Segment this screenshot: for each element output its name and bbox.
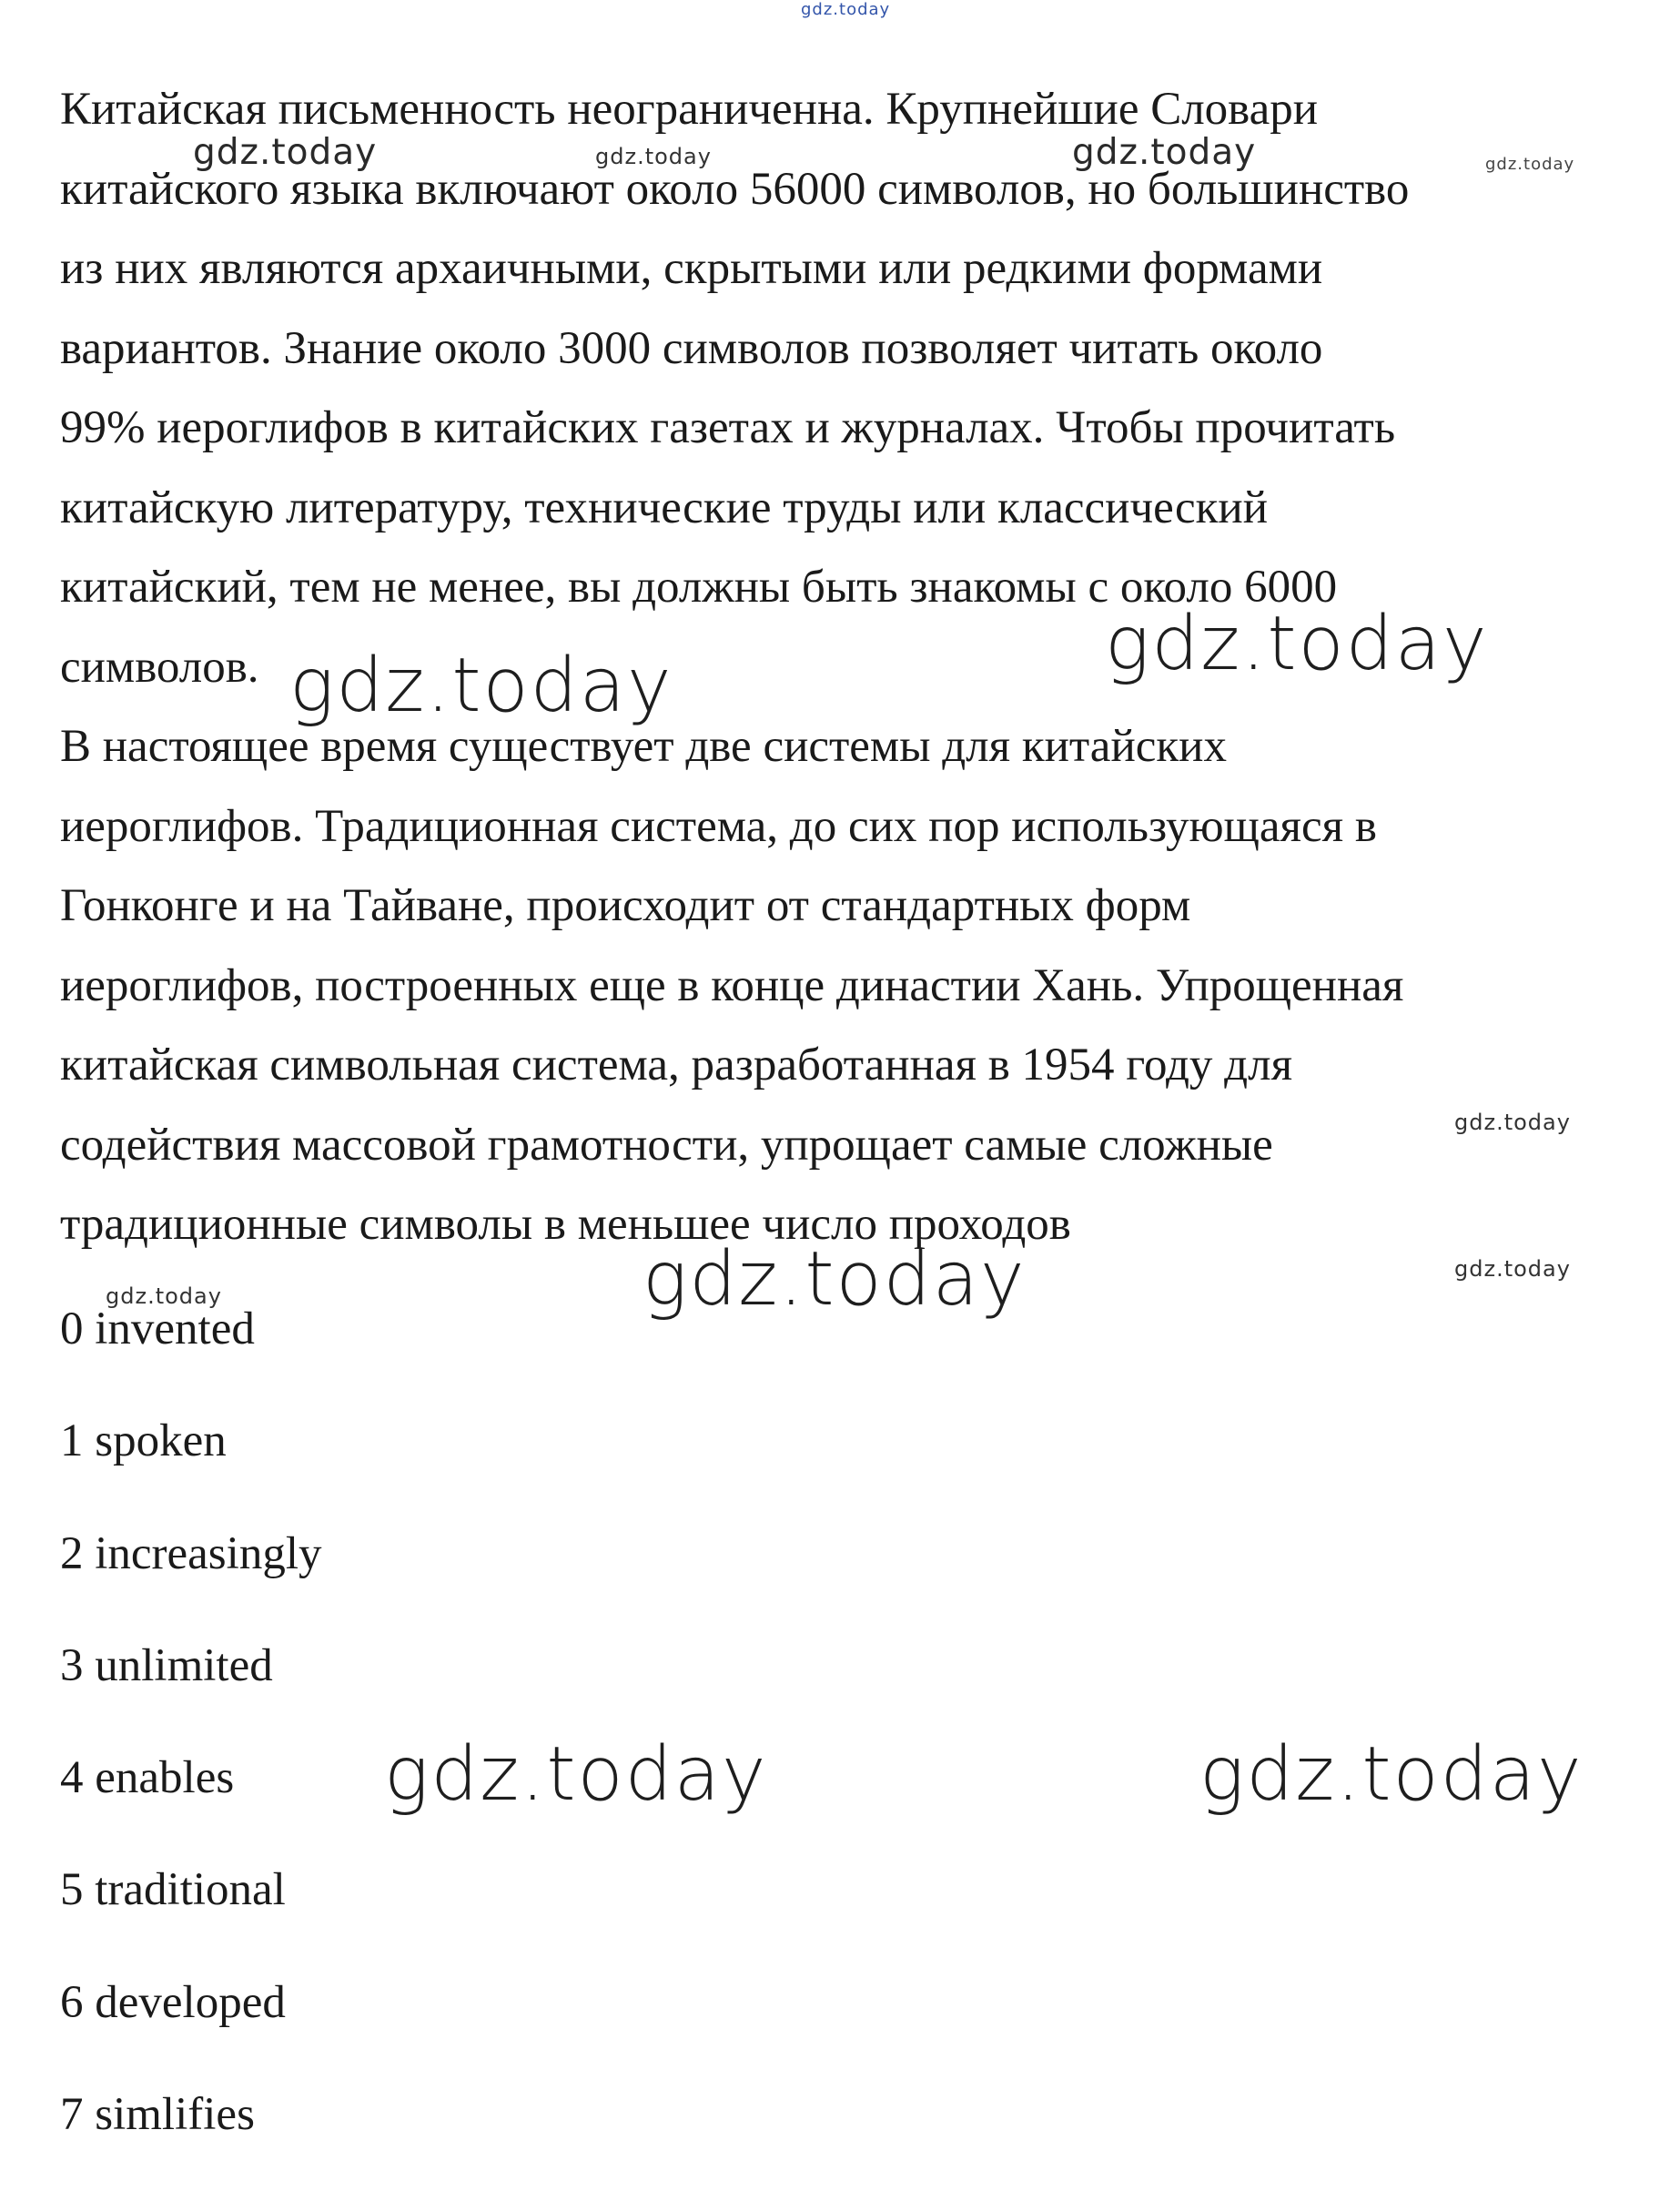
text-line: из них являются архаичными, скрытыми или редкими формами [60,243,1323,294]
answer-item: 7 simlifies [60,2089,255,2141]
paragraph-writing-systems [60,707,1625,1265]
watermark: gdz.today [1072,132,1257,173]
watermark: gdz.today [1454,1110,1571,1135]
watermark: gdz.today [1199,1731,1584,1818]
text-line: традиционные символы в меньшее число проходов [60,1199,1071,1250]
answer-list [60,1290,322,2187]
text-line: Китайская письменность неограниченна. Крупнейшие Словари [60,84,1319,135]
text-line: китайскую литературу, технические труды или классический [60,482,1269,533]
watermark: gdz.today [384,1731,768,1818]
watermark: gdz.today [106,1283,222,1309]
text-line: иероглифов, построенных еще в конце династии Хань. Упрощенная [60,959,1404,1011]
text-line: китайский, тем не менее, вы должны быть знакомы с около 6000 [60,562,1338,613]
watermark: gdz.today [1105,601,1489,687]
watermark: gdz.today [1454,1256,1571,1282]
answer-item: 3 unlimited [60,1639,273,1691]
answer-item: 6 developed [60,1976,286,2028]
text-line: В настоящее время существует две системы для китайских [60,721,1227,772]
answer-item: 5 traditional [60,1864,286,1916]
answer-item: 2 increasingly [60,1527,322,1579]
watermark: gdz.today [1485,155,1575,174]
text-line: содействия массовой грамотности, упрощает самые сложные [60,1119,1273,1171]
text-line: китайского языка включают около 56000 символов, но большинство [60,163,1410,215]
answer-item: 0 invented [60,1303,255,1354]
answer-item: 4 enables [60,1752,235,1804]
text-line: вариантов. Знание около 3000 символов позволяет читать около [60,322,1323,374]
watermark: gdz.today [643,1236,1027,1323]
text-line: 99% иероглифов в китайских газетах и журналах. Чтобы прочитать [60,402,1396,453]
watermark: gdz.today [595,144,712,169]
text-line: Гонконге и на Тайване, происходит от стандартных форм [60,880,1191,931]
answer-item: 1 spoken [60,1415,227,1467]
watermark: gdz.today [289,643,673,729]
watermark: gdz.today [193,132,378,173]
text-line: китайская символьная система, разработанная в 1954 году для [60,1040,1293,1090]
text-line: символов. [60,641,259,693]
watermark: gdz.today [801,0,891,19]
text-line: иероглифов. Традиционная система, до сих пор использующаяся в [60,800,1377,852]
